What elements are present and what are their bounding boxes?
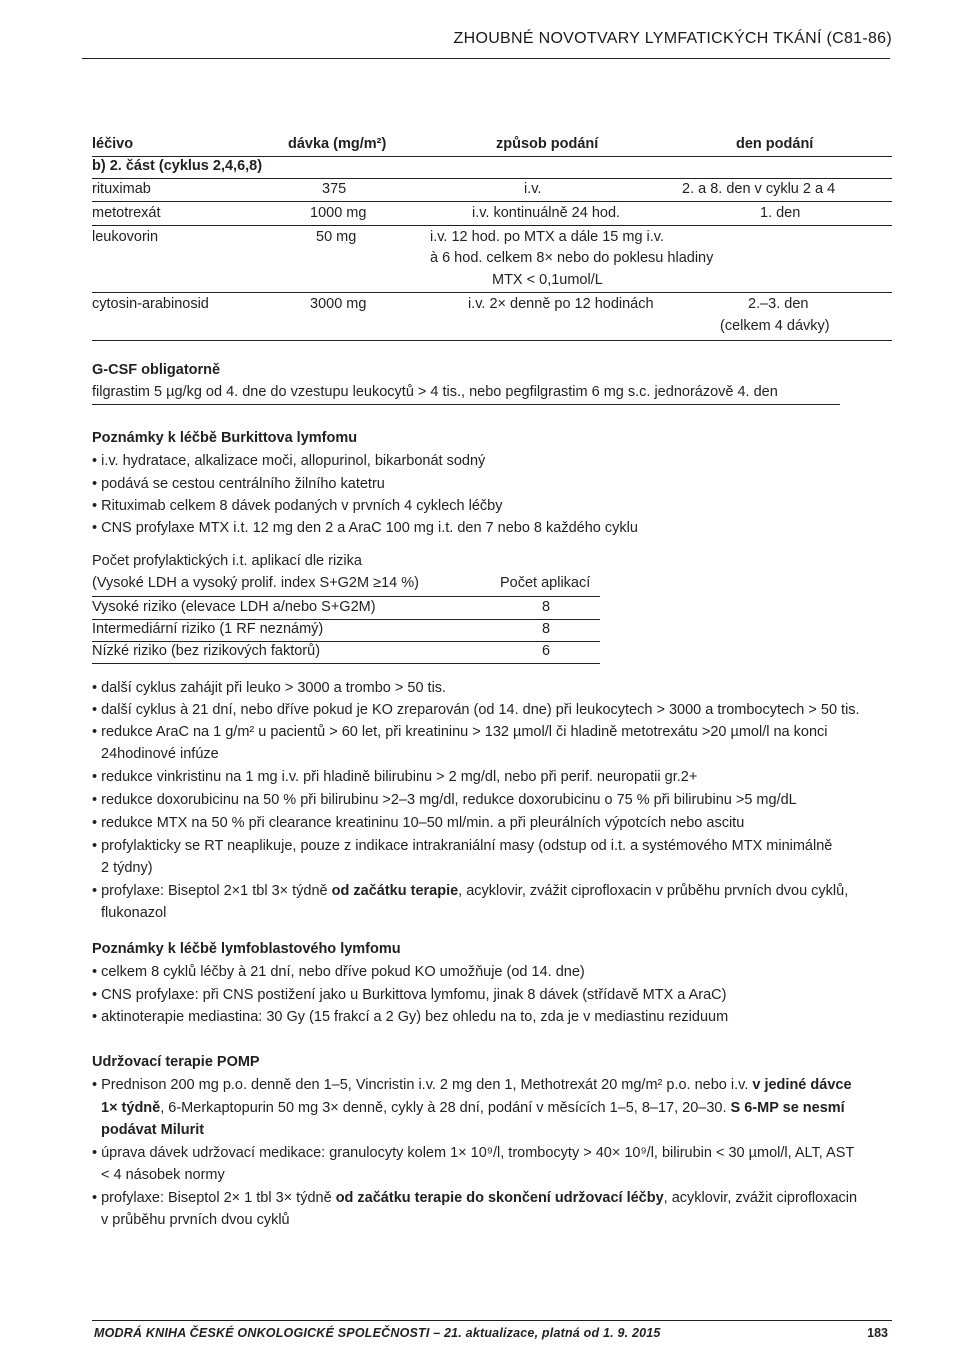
risk-col2-header: Počet aplikací	[500, 575, 591, 591]
list-item-cont: 24hodinové infúze	[101, 746, 219, 762]
pomp-text: , acyklovir, zvážit ciprofloxacin	[663, 1190, 858, 1206]
list-item	[92, 883, 848, 899]
risk-header-rule	[92, 596, 600, 597]
col-drug-header: léčivo	[92, 136, 134, 152]
risk-row-label: Vysoké riziko (elevace LDH a/nebo S+G2M)	[92, 599, 376, 615]
row-drug: leukovorin	[92, 229, 159, 245]
list-item	[92, 1190, 857, 1206]
list-item-cont: 2 týdny)	[101, 860, 153, 876]
list-item: • další cyklus zahájit při leuko > 3000 a trombo > 50 tis.	[92, 680, 446, 696]
table-header-rule	[92, 156, 892, 157]
footer-rule	[92, 1320, 892, 1321]
col-day-header: den podání	[736, 136, 814, 152]
row-dose: 50 mg	[316, 229, 357, 245]
row-rule	[92, 225, 892, 226]
row-drug: metotrexát	[92, 205, 161, 221]
row-route: i.v. kontinuálně 24 hod.	[472, 205, 621, 221]
pomp-bold: S 6-MP se nesmí	[730, 1100, 845, 1116]
row-route-cont: MTX < 0,1umol/L	[492, 272, 603, 288]
list-item: • úprava dávek udržovací medikace: granulocyty kolem 1× 10⁹/l, trombocyty > 40× 10⁹/l, bilirubin < 30 µmol/l, ALT, AST	[92, 1145, 854, 1161]
running-header: ZHOUBNÉ NOVOTVARY LYMFATICKÝCH TKÁNÍ (C81-86)	[453, 30, 892, 47]
list-item: • celkem 8 cyklů léčby à 21 dní, nebo dříve pokud KO umožňuje (od 14. dne)	[92, 964, 585, 980]
pomp-bold: 1× týdně	[101, 1100, 161, 1116]
row-route-cont: à 6 hod. celkem 8× nebo do poklesu hladiny	[430, 250, 714, 266]
list-item: • CNS profylaxe MTX i.t. 12 mg den 2 a AraC 100 mg i.t. den 7 nebo 8 každého cyklu	[92, 520, 638, 536]
list-item: • redukce vinkristinu na 1 mg i.v. při hladině bilirubinu > 2 mg/dl, nebo při perif. neuropatii gr.2+	[92, 769, 697, 785]
list-item	[92, 1077, 852, 1093]
gcsf-text: filgrastim 5 µg/kg od 4. dne do vzestupu leukocytů > 4 tis., nebo pegfilgrastim 6 mg s.c. jednorázově 4. den	[92, 384, 778, 400]
list-item-cont	[101, 1100, 845, 1116]
table-section-label: b) 2. část (cyklus 2,4,6,8)	[92, 158, 263, 174]
risk-row-value: 6	[542, 643, 551, 659]
row-dose: 1000 mg	[310, 205, 367, 221]
list-item-cont: < 4 násobek normy	[101, 1167, 225, 1183]
row-route: i.v.	[524, 181, 542, 197]
page-number: 183	[867, 1326, 888, 1340]
pomp-title: Udržovací terapie POMP	[92, 1054, 260, 1070]
list-item: • CNS profylaxe: při CNS postižení jako u Burkittova lymfomu, jinak 8 dávek (střídavě MTX a AraC)	[92, 987, 726, 1003]
risk-bottom-rule	[92, 663, 600, 664]
row-dose: 3000 mg	[310, 296, 367, 312]
table-section-rule	[92, 178, 892, 179]
gcsf-title: G-CSF obligatorně	[92, 362, 221, 378]
list-item: • redukce AraC na 1 g/m² u pacientů > 60 let, při kreatininu > 132 µmol/l či hladině metotrexátu >20 µmol/l na konci	[92, 724, 828, 740]
risk-row-label: Nízké riziko (bez rizikových faktorů)	[92, 643, 321, 659]
row-route: i.v. 2× denně po 12 hodinách	[468, 296, 654, 312]
list-item: • Rituximab celkem 8 dávek podaných v prvních 4 cyklech léčby	[92, 498, 502, 514]
col-dose-header: dávka (mg/m²)	[288, 136, 387, 152]
row-route: i.v. 12 hod. po MTX a dále 15 mg i.v.	[430, 229, 664, 245]
header-rule	[82, 58, 890, 59]
list-item: • další cyklus à 21 dní, nebo dříve pokud je KO zreparován (od 14. dne) při leukocytech > 3000 a trombocytech > 50 tis.	[92, 702, 860, 718]
row-day: 1. den	[760, 205, 801, 221]
list-item: • redukce MTX na 50 % při clearance kreatininu 10–50 ml/min. a při pleurálních výpotcích nebo ascitu	[92, 815, 744, 831]
row-dose: 375	[322, 181, 347, 197]
pomp-text: Prednison 200 mg p.o. denně den 1–5, Vincristin i.v. 2 mg den 1, Methotrexát 20 mg/m² p.o. nebo i.v.	[101, 1077, 753, 1093]
list-item: • aktinoterapie mediastina: 30 Gy (15 frakcí a 2 Gy) bez ohledu na to, zda je v mediastinu reziduum	[92, 1009, 728, 1025]
risk-col1-header: (Vysoké LDH a vysoký prolif. index S+G2M ≥14 %)	[92, 575, 419, 591]
row-drug: cytosin-arabinosid	[92, 296, 209, 312]
pomp-text: profylaxe: Biseptol 2× 1 tbl 3× týdně	[101, 1190, 336, 1206]
list-item: • podává se cestou centrálního žilního katetru	[92, 476, 385, 492]
risk-row-value: 8	[542, 599, 551, 615]
footer-text: MODRÁ KNIHA ČESKÉ ONKOLOGICKÉ SPOLEČNOSTI – 21. aktualizace, platná od 1. 9. 2015	[94, 1326, 661, 1340]
note-text: profylaxe: Biseptol 2×1 tbl 3× týdně	[101, 883, 332, 899]
risk-row-label: Intermediární riziko (1 RF neznámý)	[92, 621, 324, 637]
note-bold: od začátku terapie	[331, 883, 459, 899]
list-item-cont: v průběhu prvních dvou cyklů	[101, 1212, 290, 1228]
risk-row-rule	[92, 619, 600, 620]
list-item-cont: flukonazol	[101, 905, 167, 921]
list-item: • redukce doxorubicinu na 50 % při bilirubinu >2–3 mg/dl, redukce doxorubicinu o 75 % při bilirubinu >5 mg/dL	[92, 792, 797, 808]
pomp-text: , 6-Merkaptopurin 50 mg 3× denně, cykly à 28 dní, podání v měsících 1–5, 8–17, 20–30.	[160, 1100, 731, 1116]
list-item: • i.v. hydratace, alkalizace moči, allopurinol, bikarbonát sodný	[92, 453, 485, 469]
gcsf-rule	[92, 404, 840, 405]
row-rule	[92, 292, 892, 293]
pomp-bold: od začátku terapie do skončení udržovací léčby	[335, 1190, 664, 1206]
lymfoblast-title: Poznámky k léčbě lymfoblastového lymfomu	[92, 941, 401, 957]
table-bottom-rule	[92, 340, 892, 341]
list-item: • profylakticky se RT neaplikuje, pouze z indikace intrakraniální masy (odstup od i.t. a systémového MTX minimálně	[92, 838, 832, 854]
list-item-cont: podávat Milurit	[101, 1122, 205, 1138]
row-day-cont: (celkem 4 dávky)	[720, 318, 830, 334]
row-drug: rituximab	[92, 181, 151, 197]
risk-row-rule	[92, 641, 600, 642]
pomp-bold: v jediné dávce	[752, 1077, 852, 1093]
risk-title: Počet profylaktických i.t. aplikací dle rizika	[92, 553, 362, 569]
row-rule	[92, 201, 892, 202]
col-route-header: způsob podání	[496, 136, 599, 152]
burkitt-title: Poznámky k léčbě Burkittova lymfomu	[92, 430, 358, 446]
row-day: 2.–3. den	[748, 296, 809, 312]
row-day: 2. a 8. den v cyklu 2 a 4	[682, 181, 836, 197]
risk-row-value: 8	[542, 621, 551, 637]
note-text: , acyklovir, zvážit ciprofloxacin v průběhu prvních dvou cyklů,	[458, 883, 849, 899]
